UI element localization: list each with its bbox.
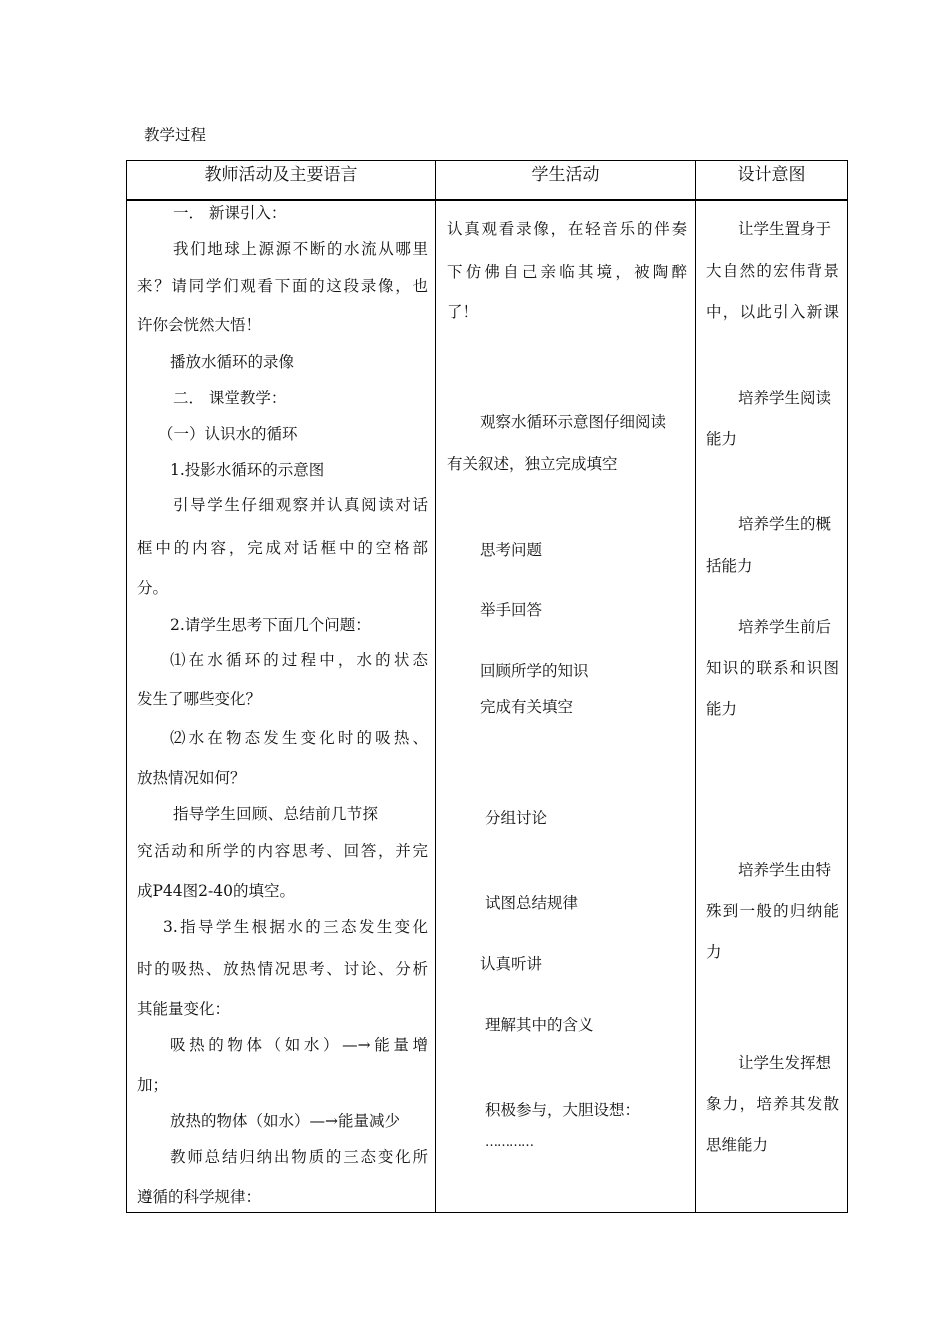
teacher-line: 引导学生仔细观察并认真阅读对话 xyxy=(173,496,428,514)
teacher-line: 播放水循环的录像 xyxy=(170,353,295,371)
teacher-line: 教师总结归纳出物质的三态变化所 xyxy=(170,1148,428,1166)
design-line: 培养学生的概 xyxy=(738,515,832,533)
teacher-line: 吸热的物体（如水）—→能量增 xyxy=(170,1036,428,1054)
teacher-line: 2.请学生思考下面几个问题： xyxy=(170,616,371,634)
design-line: 括能力 xyxy=(706,557,753,575)
design-line: 培养学生前后 xyxy=(738,618,832,636)
student-line: 了！ xyxy=(447,303,479,321)
teacher-line: 时的吸热、放热情况思考、讨论、分析 xyxy=(137,960,428,978)
design-line: 培养学生阅读 xyxy=(738,389,832,407)
teacher-line: 发生了哪些变化？ xyxy=(137,690,262,708)
student-line: 举手回答 xyxy=(480,601,543,619)
student-line: 下仿佛自己亲临其境，被陶醉 xyxy=(447,263,687,281)
student-line: 思考问题 xyxy=(480,541,543,559)
table-border-right xyxy=(847,160,848,1213)
teacher-line: ⑴在水循环的过程中，水的状态 xyxy=(170,651,428,669)
header-student: 学生活动 xyxy=(531,165,600,185)
teacher-line: 放热的物体（如水）—→能量减少 xyxy=(170,1112,400,1130)
column-divider-1 xyxy=(435,160,436,1213)
student-line: 理解其中的含义 xyxy=(485,1016,594,1034)
student-line: 认真听讲 xyxy=(480,955,543,973)
design-line: 中，以此引入新课 xyxy=(706,303,839,321)
teacher-line: 一． 新课引入： xyxy=(173,204,287,222)
table-border-bottom xyxy=(126,1212,848,1213)
design-line: 力 xyxy=(706,943,722,961)
header-divider xyxy=(126,199,848,201)
teacher-line: 其能量变化： xyxy=(137,1000,231,1018)
header-design: 设计意图 xyxy=(737,165,806,185)
design-line: 能力 xyxy=(706,700,738,718)
design-line: 思维能力 xyxy=(706,1136,769,1154)
teacher-line: 许你会恍然大悟！ xyxy=(137,316,262,334)
teacher-line: （一）认识水的循环 xyxy=(158,425,298,443)
design-line: 知识的联系和识图 xyxy=(706,659,839,677)
table-border-left xyxy=(126,160,127,1213)
teacher-line: ⑵水在物态发生变化时的吸热、 xyxy=(170,729,428,747)
design-line: 培养学生由特 xyxy=(738,861,832,879)
student-line: 完成有关填空 xyxy=(480,698,574,716)
table-border-top xyxy=(126,160,848,161)
student-line: 试图总结规律 xyxy=(485,894,579,912)
design-line: 能力 xyxy=(706,430,738,448)
teacher-line: 指导学生回顾、总结前几节探 xyxy=(173,805,378,823)
teacher-line: 究活动和所学的内容思考、回答，并完 xyxy=(137,842,428,860)
student-line: ………… xyxy=(485,1135,533,1150)
student-line: 有关叙述，独立完成填空 xyxy=(447,455,618,473)
design-line: 殊到一般的归纳能 xyxy=(706,902,839,920)
section-title: 教学过程 xyxy=(144,126,207,144)
column-divider-2 xyxy=(695,160,696,1213)
teacher-line: 来？请同学们观看下面的这段录像，也 xyxy=(137,277,428,295)
student-line: 分组讨论 xyxy=(485,809,548,827)
teacher-line: 分。 xyxy=(137,579,169,597)
header-teacher: 教师活动及主要语言 xyxy=(204,165,358,185)
teacher-line: 3.指导学生根据水的三态发生变化 xyxy=(163,918,428,936)
teacher-line: 成P44图2-40的填空。 xyxy=(137,882,295,900)
teacher-line: 二． 课堂教学： xyxy=(173,389,287,407)
design-line: 象力，培养其发散 xyxy=(706,1095,839,1113)
student-line: 认真观看录像，在轻音乐的伴奏 xyxy=(447,220,687,238)
student-line: 回顾所学的知识 xyxy=(480,662,589,680)
teacher-line: 遵循的科学规律： xyxy=(137,1188,262,1206)
teacher-line: 我们地球上源源不断的水流从哪里 xyxy=(173,240,428,258)
student-line: 观察水循环示意图仔细阅读 xyxy=(480,413,667,431)
teacher-line: 框中的内容，完成对话框中的空格部 xyxy=(137,539,428,557)
teacher-line: 放热情况如何？ xyxy=(137,769,246,787)
teacher-line: 加； xyxy=(137,1076,169,1094)
design-line: 让学生发挥想 xyxy=(738,1054,832,1072)
design-line: 大自然的宏伟背景 xyxy=(706,262,839,280)
design-line: 让学生置身于 xyxy=(738,220,832,238)
student-line: 积极参与，大胆设想： xyxy=(485,1101,641,1119)
teacher-line: 1.投影水循环的示意图 xyxy=(170,461,325,479)
